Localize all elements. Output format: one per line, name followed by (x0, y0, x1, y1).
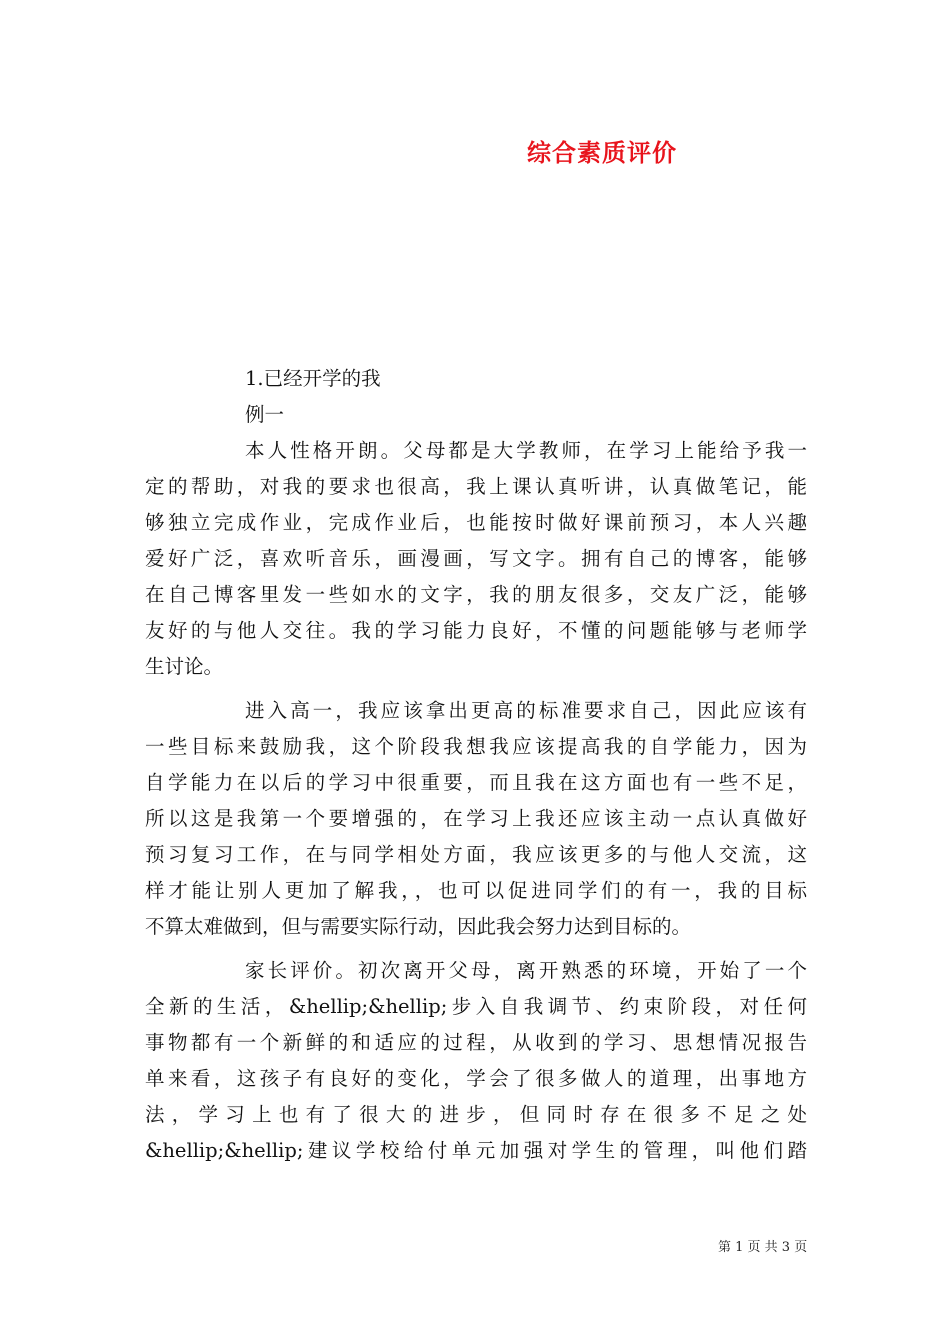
body-line: 定的帮助，对我的要求也很高，我上课认真听讲，认真做笔记，能 (145, 475, 807, 498)
body-line: 进入高一，我应该拿出更高的标准要求自己，因此应该有 (245, 699, 807, 722)
body-line: 一些目标来鼓励我，这个阶段我想我应该提高我的自学能力，因为 (145, 735, 807, 758)
body-line: 够独立完成作业，完成作业后，也能按时做好课前预习，本人兴趣 (145, 511, 807, 534)
body-line: 在自己博客里发一些如水的文字，我的朋友很多，交友广泛，能够 (145, 583, 807, 606)
body-line: 预习复习工作，在与同学相处方面，我应该更多的与他人交流，这 (145, 843, 807, 866)
body-line: 家长评价。初次离开父母，离开熟悉的环境，开始了一个 (245, 959, 807, 982)
body-line: 爱好广泛，喜欢听音乐，画漫画，写文字。拥有自己的博客，能够 (145, 547, 807, 570)
example-label: 例一 (245, 403, 285, 426)
page-footer: 第 1 页 共 3 页 (718, 1240, 808, 1255)
document-title: 综合素质评价 (527, 138, 677, 167)
body-line: 友好的与他人交往。我的学习能力良好，不懂的问题能够与老师学 (145, 619, 807, 642)
body-line: 本人性格开朗。父母都是大学教师，在学习上能给予我一 (245, 439, 807, 462)
body-line: 法，学习上也有了很大的进步，但同时存在很多不足之处 (145, 1103, 807, 1126)
section-heading: 1.已经开学的我 (245, 367, 381, 390)
body-line: &hellip;&hellip;建议学校给付单元加强对学生的管理，叫他们踏 (145, 1139, 807, 1162)
body-line: 所以这是我第一个要增强的，在学习上我还应该主动一点认真做好 (145, 807, 807, 830)
body-line: 自学能力在以后的学习中很重要，而且我在这方面也有一些不足， (145, 771, 807, 794)
body-line: 样才能让别人更加了解我，，也可以促进同学们的有一，我的目标 (145, 879, 807, 902)
body-line: 生讨论。 (145, 655, 224, 678)
body-line: 单来看，这孩子有良好的变化，学会了很多做人的道理，出事地方 (145, 1067, 807, 1090)
body-line: 全新的生活，&hellip;&hellip;步入自我调节、约束阶段，对任何 (145, 995, 807, 1018)
body-line: 不算太难做到，但与需要实际行动，因此我会努力达到目标的。 (145, 915, 692, 938)
body-line: 事物都有一个新鲜的和适应的过程，从收到的学习、思想情况报告 (145, 1031, 807, 1054)
